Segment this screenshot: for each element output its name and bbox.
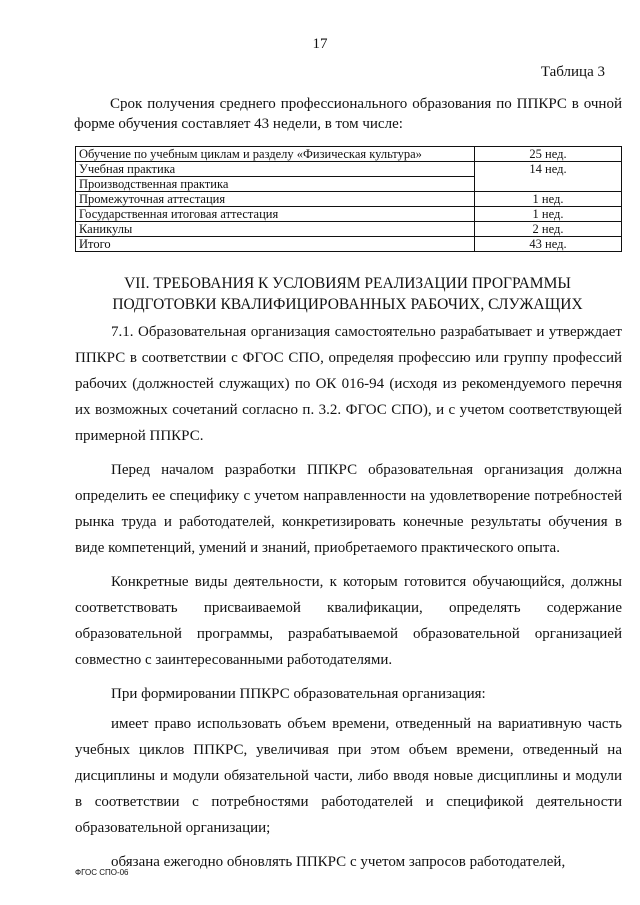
table-row (76, 237, 622, 252)
row-value: 14 нед. (475, 162, 622, 192)
table-label: Таблица 3 (540, 64, 605, 80)
row-label: Государственная итоговая аттестация (76, 207, 475, 222)
row-value: 43 нед. (475, 237, 622, 252)
footer-label: ФГОС СПО-06 (75, 868, 129, 877)
study-time-table (75, 146, 622, 252)
row-label: Производственная практика (76, 177, 475, 192)
row-label: Итого (76, 237, 475, 252)
table-row (76, 192, 622, 207)
paragraph: Конкретные виды деятельности, к которым готовится обучающийся, должны соответствовать присваиваемой квалификации, определять содержание образовательной программы, разрабатываемой образовательной организацией совместно с заинтересованными работодателями. (75, 574, 622, 668)
page-number: 17 (312, 36, 328, 52)
row-label: Промежуточная аттестация (76, 192, 475, 207)
body-text (75, 319, 622, 883)
intro-paragraph (74, 94, 622, 134)
table-row (76, 207, 622, 222)
row-label: Учебная практика (76, 162, 475, 177)
table-row (76, 147, 622, 162)
intro-text: Срок получения среднего профессионального образования по ППКРС в очной форме обучения составляет 43 недели, в том числе: (74, 96, 622, 132)
paragraph: обязана ежегодно обновлять ППКРС с учетом запросов работодателей, (111, 854, 566, 870)
table-row (76, 222, 622, 237)
paragraph: При формировании ППКРС образовательная организация: (111, 686, 486, 702)
row-value: 2 нед. (475, 222, 622, 237)
row-label: Каникулы (76, 222, 475, 237)
section-title-line: VII. ТРЕБОВАНИЯ К УСЛОВИЯМ РЕАЛИЗАЦИИ ПРОГРАММЫ (124, 275, 571, 292)
row-value: 25 нед. (475, 147, 622, 162)
row-value: 1 нед. (475, 207, 622, 222)
row-label: Обучение по учебным циклам и разделу «Физическая культура» (76, 147, 475, 162)
paragraph: имеет право использовать объем времени, отведенный на вариативную часть учебных циклов ППКРС, увеличивая при этом объем времени, отведенный на дисциплины и модули обязательной части, либо вводя новые дисциплины и модули в соответствии с потребностями работодателей и спецификой деятельности образовательной организации; (75, 716, 622, 836)
section-title (60, 273, 635, 315)
paragraph: Перед началом разработки ППКРС образовательная организация должна определить ее специфику с учетом направленности на удовлетворение потребностей рынка труда и работодателей, конкретизировать конечные результаты обучения в виде компетенций, умений и знаний, приобретаемого практического опыта. (75, 462, 622, 556)
paragraph: 7.1. Образовательная организация самостоятельно разрабатывает и утверждает ППКРС в соответствии с ФГОС СПО, определяя профессию или группу профессий рабочих (должностей служащих) по ОК 016-94 (исходя из рекомендуемого перечня их возможных сочетаний согласно п. 3.2. ФГОС СПО), и с учетом соответствующей примерной ППКРС. (75, 324, 622, 444)
section-title-line: ПОДГОТОВКИ КВАЛИФИЦИРОВАННЫХ РАБОЧИХ, СЛУЖАЩИХ (112, 296, 583, 313)
table-row (76, 162, 622, 177)
row-value: 1 нед. (475, 192, 622, 207)
